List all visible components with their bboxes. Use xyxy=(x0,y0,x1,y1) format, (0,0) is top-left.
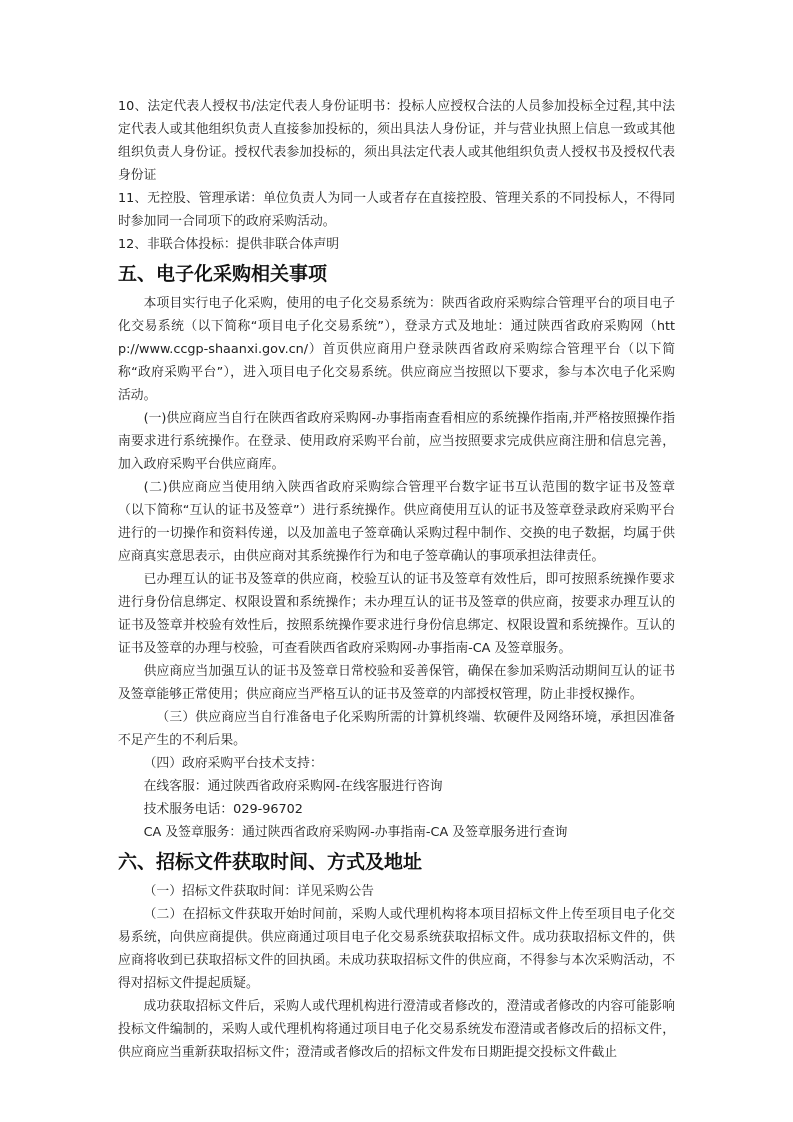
section-5-intro-paragraph: 本项目实行电子化采购，使用的电子化交易系统为：陕西省政府采购综合管理平台的项目电子化交易系统（以下简称“项目电子化交易系统”），登录方式及地址：通过陕西省政府采购网（http://www.ccgp-shaanxi.gov.cn/）首页供应商用户登录陕西省政府采购综合管理平台（以下简称“政府采购平台”），进入项目电子化交易系统。供应商应当按照以下要求，参与本次电子化采购活动。 xyxy=(118,296,675,403)
section-5-certificate-paragraph: 已办理互认的证书及签章的供应商，校验互认的证书及签章有效性后，即可按照系统操作要求进行身份信息绑定、权限设置和系统操作；未办理互认的证书及签章的供应商，按要求办理互认的证书及签章并校验有效性后，按照系统操作要求进行身份信息绑定、权限设置和系统操作。互认的证书及签章的办理与校验，可查看陕西省政府采购网-办事指南-CA 及签章服务。 xyxy=(118,572,675,656)
section-6-heading: 六、招标文件获取时间、方式及地址 xyxy=(118,851,423,873)
online-service-line: 在线客服：通过陕西省政府采购网-在线客服进行咨询 xyxy=(143,779,443,794)
section-5-item-3-paragraph: （三）供应商应当自行准备电子化采购所需的计算机终端、软硬件及网络环境，承担因准备不足产生的不利后果。 xyxy=(118,710,675,748)
item-10: 10、法定代表人授权书/法定代表人身份证明书：投标人应授权合法的人员参加投标全过程,其中法定代表人或其他组织负责人直接参加投标的，须出具法人身份证，并与营业执照上信息一致或其他组织负责人身份证。授权代表参加投标的，须出具法定代表人或其他组织负责人授权书及授权代表身份证 xyxy=(118,99,675,183)
section-6-clarification-paragraph: 成功获取招标文件后，采购人或代理机构进行澄清或者修改的，澄清或者修改的内容可能影响投标文件编制的，采购人或代理机构将通过项目电子化交易系统发布澄清或者修改后的招标文件，供应商应当重新获取招标文件；澄清或者修改后的招标文件发布日期距提交投标文件截止 xyxy=(118,999,675,1060)
section-6-item-2-paragraph: （二）在招标文件获取开始时间前，采购人或代理机构将本项目招标文件上传至项目电子化交易系统，向供应商提供。供应商通过项目电子化交易系统获取招标文件。成功获取招标文件的，供应商将收到已获取招标文件的回执函。未成功获取招标文件的供应商，不得参与本次采购活动，不得对招标文件提起质疑。 xyxy=(118,907,675,991)
section-5-item-2-paragraph: (二)供应商应当使用纳入陕西省政府采购综合管理平台数字证书互认范围的数字证书及签章（以下简称“互认的证书及签章”）进行系统操作。供应商使用互认的证书及签章登录政府采购平台进行的一切操作和资料传递，以及加盖电子签章确认采购过程中制作、交换的电子数据，均属于供应商真实意思表示，由供应商对其系统操作行为和电子签章确认的事项承担法律责任。 xyxy=(118,480,675,564)
section-5-item-1-paragraph: (一)供应商应当自行在陕西省政府采购网-办事指南查看相应的系统操作指南,并严格按照操作指南要求进行系统操作。在登录、使用政府采购平台前，应当按照要求完成供应商注册和信息完善，加入政府采购平台供应商库。 xyxy=(118,411,675,472)
item-12: 12、非联合体投标：提供非联合体声明 xyxy=(118,237,340,252)
ca-service-line: CA 及签章服务：通过陕西省政府采购网-办事指南-CA 及签章服务进行查询 xyxy=(143,825,568,840)
section-5-safekeeping-paragraph: 供应商应当加强互认的证书及签章日常校验和妥善保管，确保在参加采购活动期间互认的证书及签章能够正常使用；供应商应当严格互认的证书及签章的内部授权管理，防止非授权操作。 xyxy=(118,664,675,702)
tech-phone-line: 技术服务电话：029-96702 xyxy=(143,802,303,817)
section-5-item-4-heading: （四）政府采购平台技术支持： xyxy=(143,756,323,771)
section-6-item-1-paragraph: （一）招标文件获取时间：详见采购公告 xyxy=(143,884,374,899)
section-5-heading: 五、电子化采购相关事项 xyxy=(118,263,328,285)
item-11: 11、无控股、管理承诺：单位负责人为同一人或者存在直接控股、管理关系的不同投标人，不得同时参加同一合同项下的政府采购活动。 xyxy=(118,191,675,229)
